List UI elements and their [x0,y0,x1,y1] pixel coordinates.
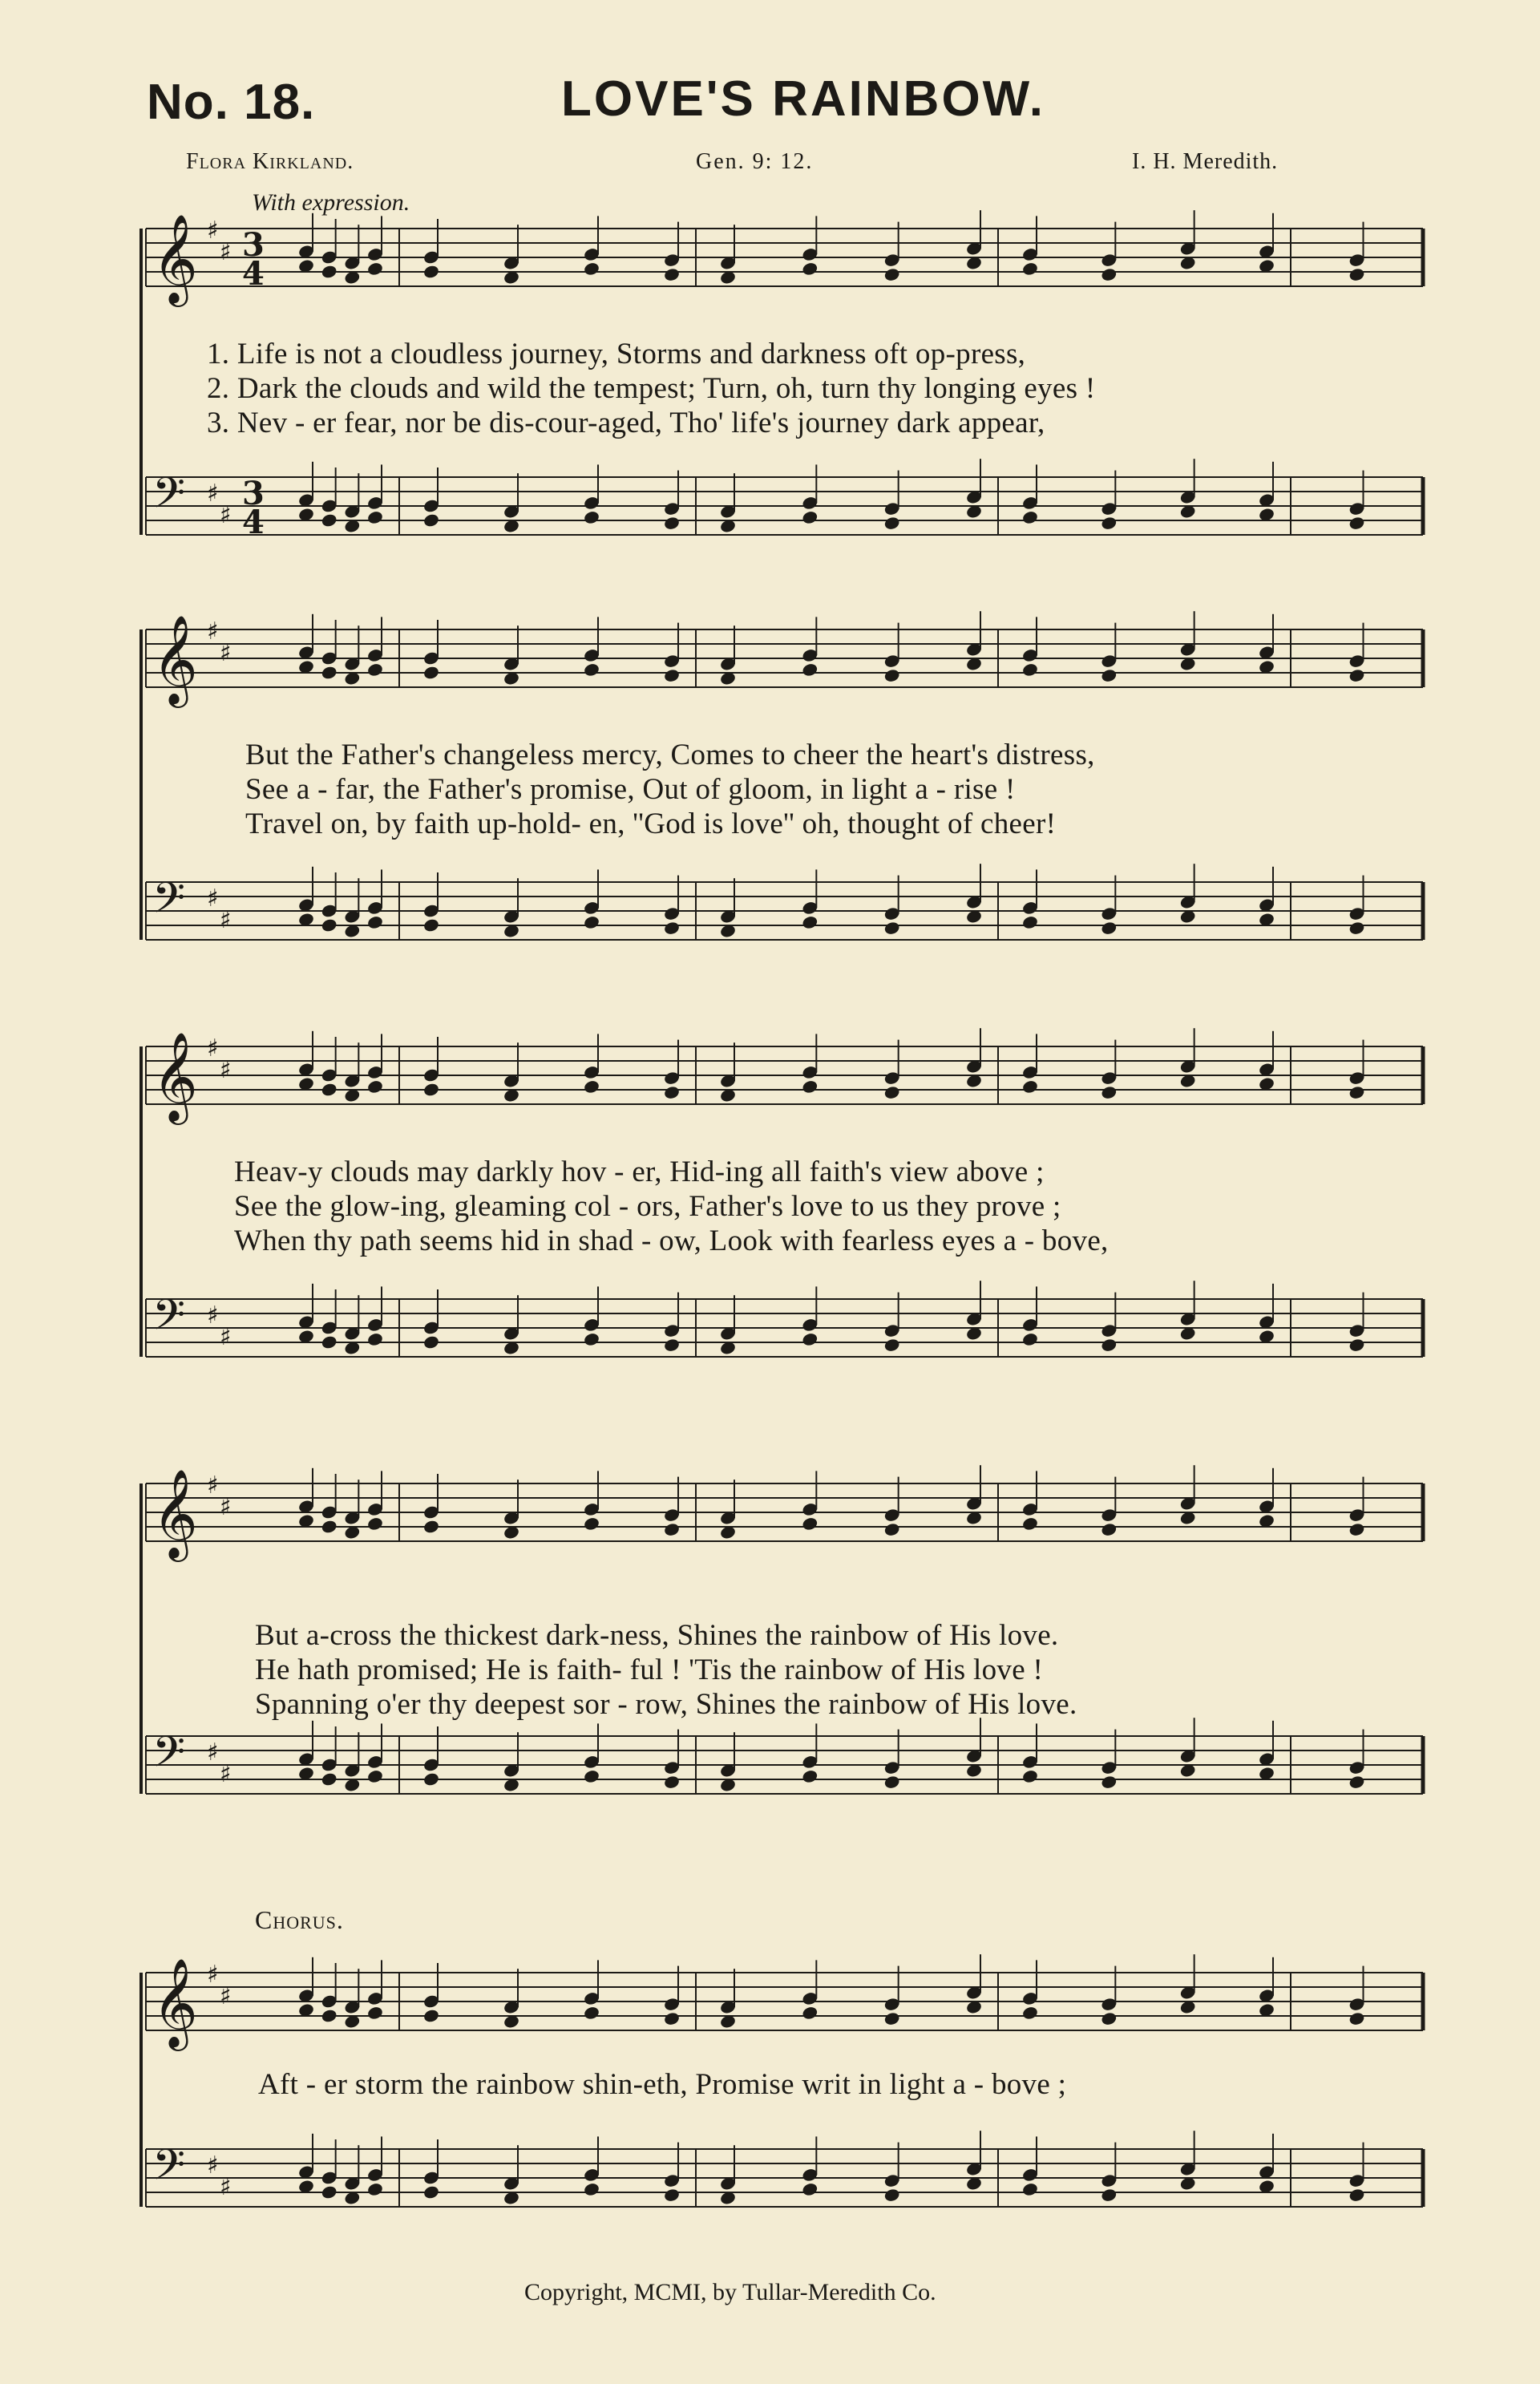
notehead [883,1775,901,1790]
music-system-5 [0,1941,1540,2261]
notehead [663,668,681,683]
sharp-icon: ♯ [207,1301,219,1330]
notehead [1100,1338,1118,1353]
notehead [1100,1085,1118,1100]
notehead [583,1769,600,1784]
notehead [1021,510,1039,525]
notehead [422,1334,440,1350]
sharp-icon: ♯ [220,1982,232,2010]
lyric-line: Aft - er storm the rainbow shin-eth, Promise writ in light a - bove ; [258,2068,1067,2101]
music-system-3 [0,1022,1540,1423]
notehead [366,1516,384,1532]
notehead [1021,662,1039,678]
notehead [583,2182,600,2197]
music-system-2 [0,605,1540,1006]
notehead [366,1079,384,1095]
time-signature-top: 3 [242,475,265,512]
notehead [422,1519,440,1534]
notehead [321,512,338,528]
hymn-title: LOVE'S RAINBOW. [561,71,1045,127]
treble-clef-icon: 𝄞 [152,614,198,704]
music-system-1 [0,204,1540,581]
notehead [1021,915,1039,930]
notehead [883,2011,901,2026]
notehead [1348,267,1366,282]
notehead [883,1085,901,1100]
treble-clef-icon: 𝄞 [152,1031,198,1121]
lyric-line: 2. Dark the clouds and wild the tempest; Turn, oh, turn thy longing eyes ! [207,372,1096,405]
notehead [422,264,440,279]
notehead [583,662,600,678]
notehead [1348,2011,1366,2026]
lyric-line: 1. Life is not a cloudless journey, Storms and darkness oft op-press, [207,338,1026,370]
notehead [366,1769,384,1784]
lyric-line: Heav-y clouds may darkly hov - er, Hid-ing all faith's view above ; [234,1156,1045,1188]
composer-credit: I. H. Meredith. [1132,149,1279,174]
notehead [583,1079,600,1095]
sharp-icon: ♯ [220,906,232,934]
sharp-icon: ♯ [207,480,219,508]
sharp-icon: ♯ [207,1471,219,1500]
time-signature-bottom: 4 [242,255,265,293]
notehead [663,1775,681,1790]
notehead [583,1332,600,1347]
notehead [663,516,681,531]
notehead [583,2006,600,2021]
notehead [366,2182,384,2197]
sharp-icon: ♯ [207,2151,219,2180]
notehead [801,1516,819,1532]
sharp-icon: ♯ [220,1760,232,1788]
sharp-icon: ♯ [207,217,219,245]
lyric-line: When thy path seems hid in shad - ow, Look with fearless eyes a - bove, [234,1224,1109,1257]
notehead [883,516,901,531]
notehead [1021,2182,1039,2197]
notehead [1100,1775,1118,1790]
treble-staff [146,611,1423,708]
tempo-marking: With expression. [252,189,410,216]
notehead [1348,668,1366,683]
notehead [1100,921,1118,936]
bass-clef-icon: 𝄢 [152,1728,186,1787]
notehead [663,2011,681,2026]
notehead [801,915,819,930]
notehead [883,1522,901,1537]
notehead [583,915,600,930]
bass-staff [146,864,1423,940]
notehead [801,1332,819,1347]
notehead [583,510,600,525]
sharp-icon: ♯ [207,884,219,913]
notehead [366,662,384,678]
notehead [1021,2006,1039,2021]
sharp-icon: ♯ [220,238,232,266]
notehead [1100,2011,1118,2026]
bass-staff [146,459,1423,541]
notehead [1348,1085,1366,1100]
sharp-icon: ♯ [220,1323,232,1351]
notehead [1348,2188,1366,2203]
bass-staff [146,2131,1423,2207]
lyric-line: See the glow-ing, gleaming col - ors, Father's love to us they prove ; [234,1190,1061,1223]
notehead [1348,1522,1366,1537]
bass-staff [146,1718,1423,1794]
bass-clef-icon: 𝄢 [152,1291,186,1350]
music-system-4 [0,1443,1540,1860]
lyric-line: Travel on, by faith up-hold- en, ''God is love'' oh, thought of cheer! [245,807,1057,840]
bass-clef-icon: 𝄢 [152,469,186,528]
notehead [1100,516,1118,531]
lyric-line: Spanning o'er thy deepest sor - row, Shines the rainbow of His love. [255,1688,1077,1721]
notehead [1100,2188,1118,2203]
notehead [801,510,819,525]
notehead [801,261,819,277]
notehead [422,2184,440,2200]
sharp-icon: ♯ [207,1961,219,1989]
treble-clef-icon: 𝄞 [152,1957,198,2047]
notehead [1100,267,1118,282]
notehead [422,512,440,528]
notehead [321,917,338,933]
time-signature-top: 3 [242,226,265,264]
bass-staff [146,1281,1423,1357]
notehead [1348,921,1366,936]
treble-staff [146,1465,1423,1562]
notehead [1348,1775,1366,1790]
notehead [321,264,338,279]
notehead [663,267,681,282]
notehead [583,261,600,277]
notehead [883,2188,901,2203]
notehead [801,2182,819,2197]
sharp-icon: ♯ [207,1034,219,1062]
lyric-line: He hath promised; He is faith- ful ! 'Tis the rainbow of His love ! [255,1653,1044,1686]
copyright-notice: Copyright, MCMI, by Tullar-Meredith Co. [524,2279,936,2305]
treble-staff [146,1954,1423,2051]
author-credit: Flora Kirkland. [186,149,354,174]
sharp-icon: ♯ [207,1738,219,1767]
treble-clef-icon: 𝄞 [152,213,198,303]
lyric-line: But a-cross the thickest dark-ness, Shines the rainbow of His love. [255,1619,1059,1652]
notehead [1348,1338,1366,1353]
notehead [883,267,901,282]
notehead [366,510,384,525]
notehead [1021,261,1039,277]
notehead [422,1771,440,1787]
notehead [1021,1516,1039,1532]
notehead [1348,516,1366,531]
time-signature-bottom: 4 [242,504,265,541]
scripture-reference: Gen. 9: 12. [696,149,814,174]
hymn-number: No. 18. [147,75,316,130]
notehead [663,1085,681,1100]
lyric-line: See a - far, the Father's promise, Out of gloom, in light a - rise ! [245,773,1016,806]
bass-clef-icon: 𝄢 [152,874,186,933]
notehead [1021,1769,1039,1784]
sharp-icon: ♯ [220,1056,232,1084]
notehead [422,1082,440,1097]
notehead [366,915,384,930]
sharp-icon: ♯ [220,2173,232,2201]
sharp-icon: ♯ [220,501,232,529]
bass-clef-icon: 𝄢 [152,2141,186,2200]
notehead [663,1522,681,1537]
treble-staff [146,210,1423,307]
notehead [321,665,338,680]
notehead [883,921,901,936]
notehead [1100,668,1118,683]
notehead [663,1338,681,1353]
sharp-icon: ♯ [220,639,232,667]
notehead [366,1332,384,1347]
notehead [883,668,901,683]
notehead [1100,1522,1118,1537]
notehead [1021,1332,1039,1347]
treble-clef-icon: 𝄞 [152,1468,198,1558]
notehead [801,662,819,678]
notehead [801,2006,819,2021]
notehead [801,1769,819,1784]
notehead [321,1519,338,1534]
sharp-icon: ♯ [220,1493,232,1521]
notehead [1021,1079,1039,1095]
lyric-line: But the Father's changeless mercy, Comes to cheer the heart's distress, [245,739,1095,771]
sharp-icon: ♯ [207,617,219,646]
notehead [422,2008,440,2023]
notehead [422,665,440,680]
notehead [801,1079,819,1095]
notehead [321,2008,338,2023]
notehead [321,1082,338,1097]
notehead [663,921,681,936]
treble-staff [146,1028,1423,1125]
notehead [663,2188,681,2203]
lyric-line: 3. Nev - er fear, nor be dis-cour-aged, Tho' life's journey dark appear, [207,407,1045,439]
notehead [583,1516,600,1532]
chorus-label: Chorus. [255,1905,344,1934]
notehead [422,917,440,933]
notehead [321,1334,338,1350]
notehead [366,261,384,277]
notehead [321,1771,338,1787]
notehead [366,2006,384,2021]
notehead [883,1338,901,1353]
notehead [321,2184,338,2200]
